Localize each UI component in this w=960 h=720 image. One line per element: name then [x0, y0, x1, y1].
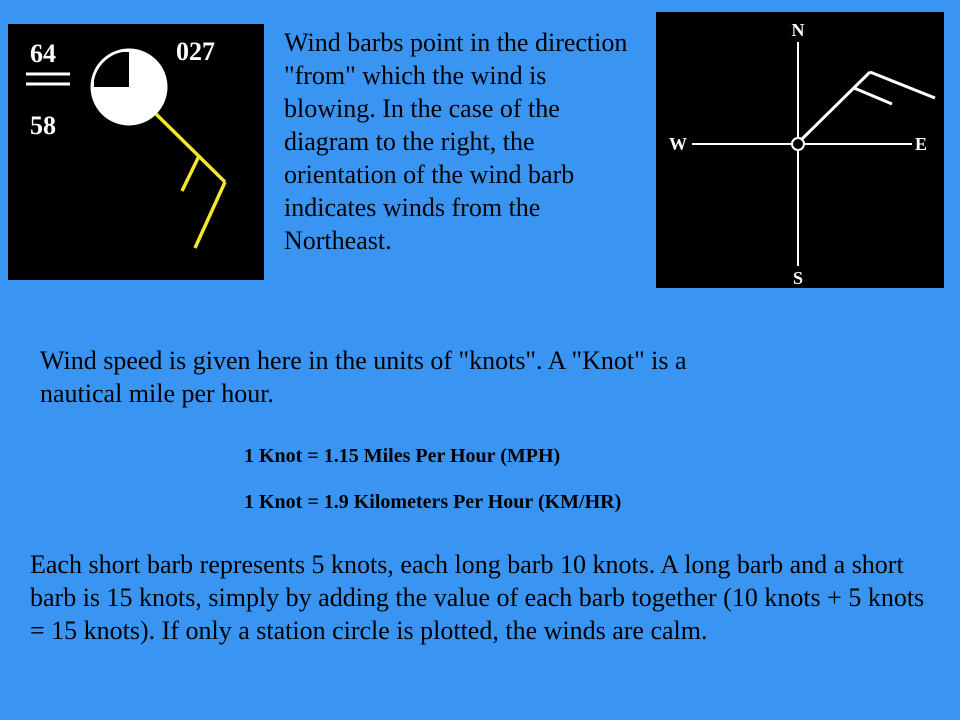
- barb-value-explanation: Each short barb represents 5 knots, each long barb 10 knots. A long barb and a short barb is 15 knots, simply by adding the value of each barb together (10 knots + 5 knots = 15 knots). If only a station circle is plotted, the winds are calm.: [30, 550, 925, 645]
- station-model-diagram: [8, 24, 264, 280]
- knots-definition: Wind speed is given here in the units of "knots". A "Knot" is a nautical mile per hour.: [40, 346, 687, 408]
- compass-diagram: [656, 12, 944, 288]
- compass-svg: [656, 12, 944, 288]
- compass-west-label: W: [669, 134, 687, 154]
- wind-direction-explanation: Wind barbs point in the direction "from" which the wind is blowing. In the case of the diagram to the right, the orientation of the wind barb indicates winds from the Northeast.: [284, 28, 628, 255]
- compass-north-label: N: [791, 20, 805, 40]
- conversion-mph: 1 Knot = 1.15 Miles Per Hour (MPH): [244, 445, 561, 467]
- compass-south-label: S: [792, 268, 804, 288]
- conversion-kmhr: 1 Knot = 1.9 Kilometers Per Hour (KM/HR): [244, 491, 622, 513]
- cloud-cover-clear-quadrant: [94, 52, 129, 87]
- dew-point-value: 58: [30, 111, 56, 140]
- compass-east-label: E: [914, 134, 928, 154]
- station-circle-calm: [792, 138, 804, 150]
- pressure-value: 027: [176, 37, 215, 66]
- station-model-svg: [8, 24, 264, 280]
- temperature-value: 64: [30, 39, 56, 68]
